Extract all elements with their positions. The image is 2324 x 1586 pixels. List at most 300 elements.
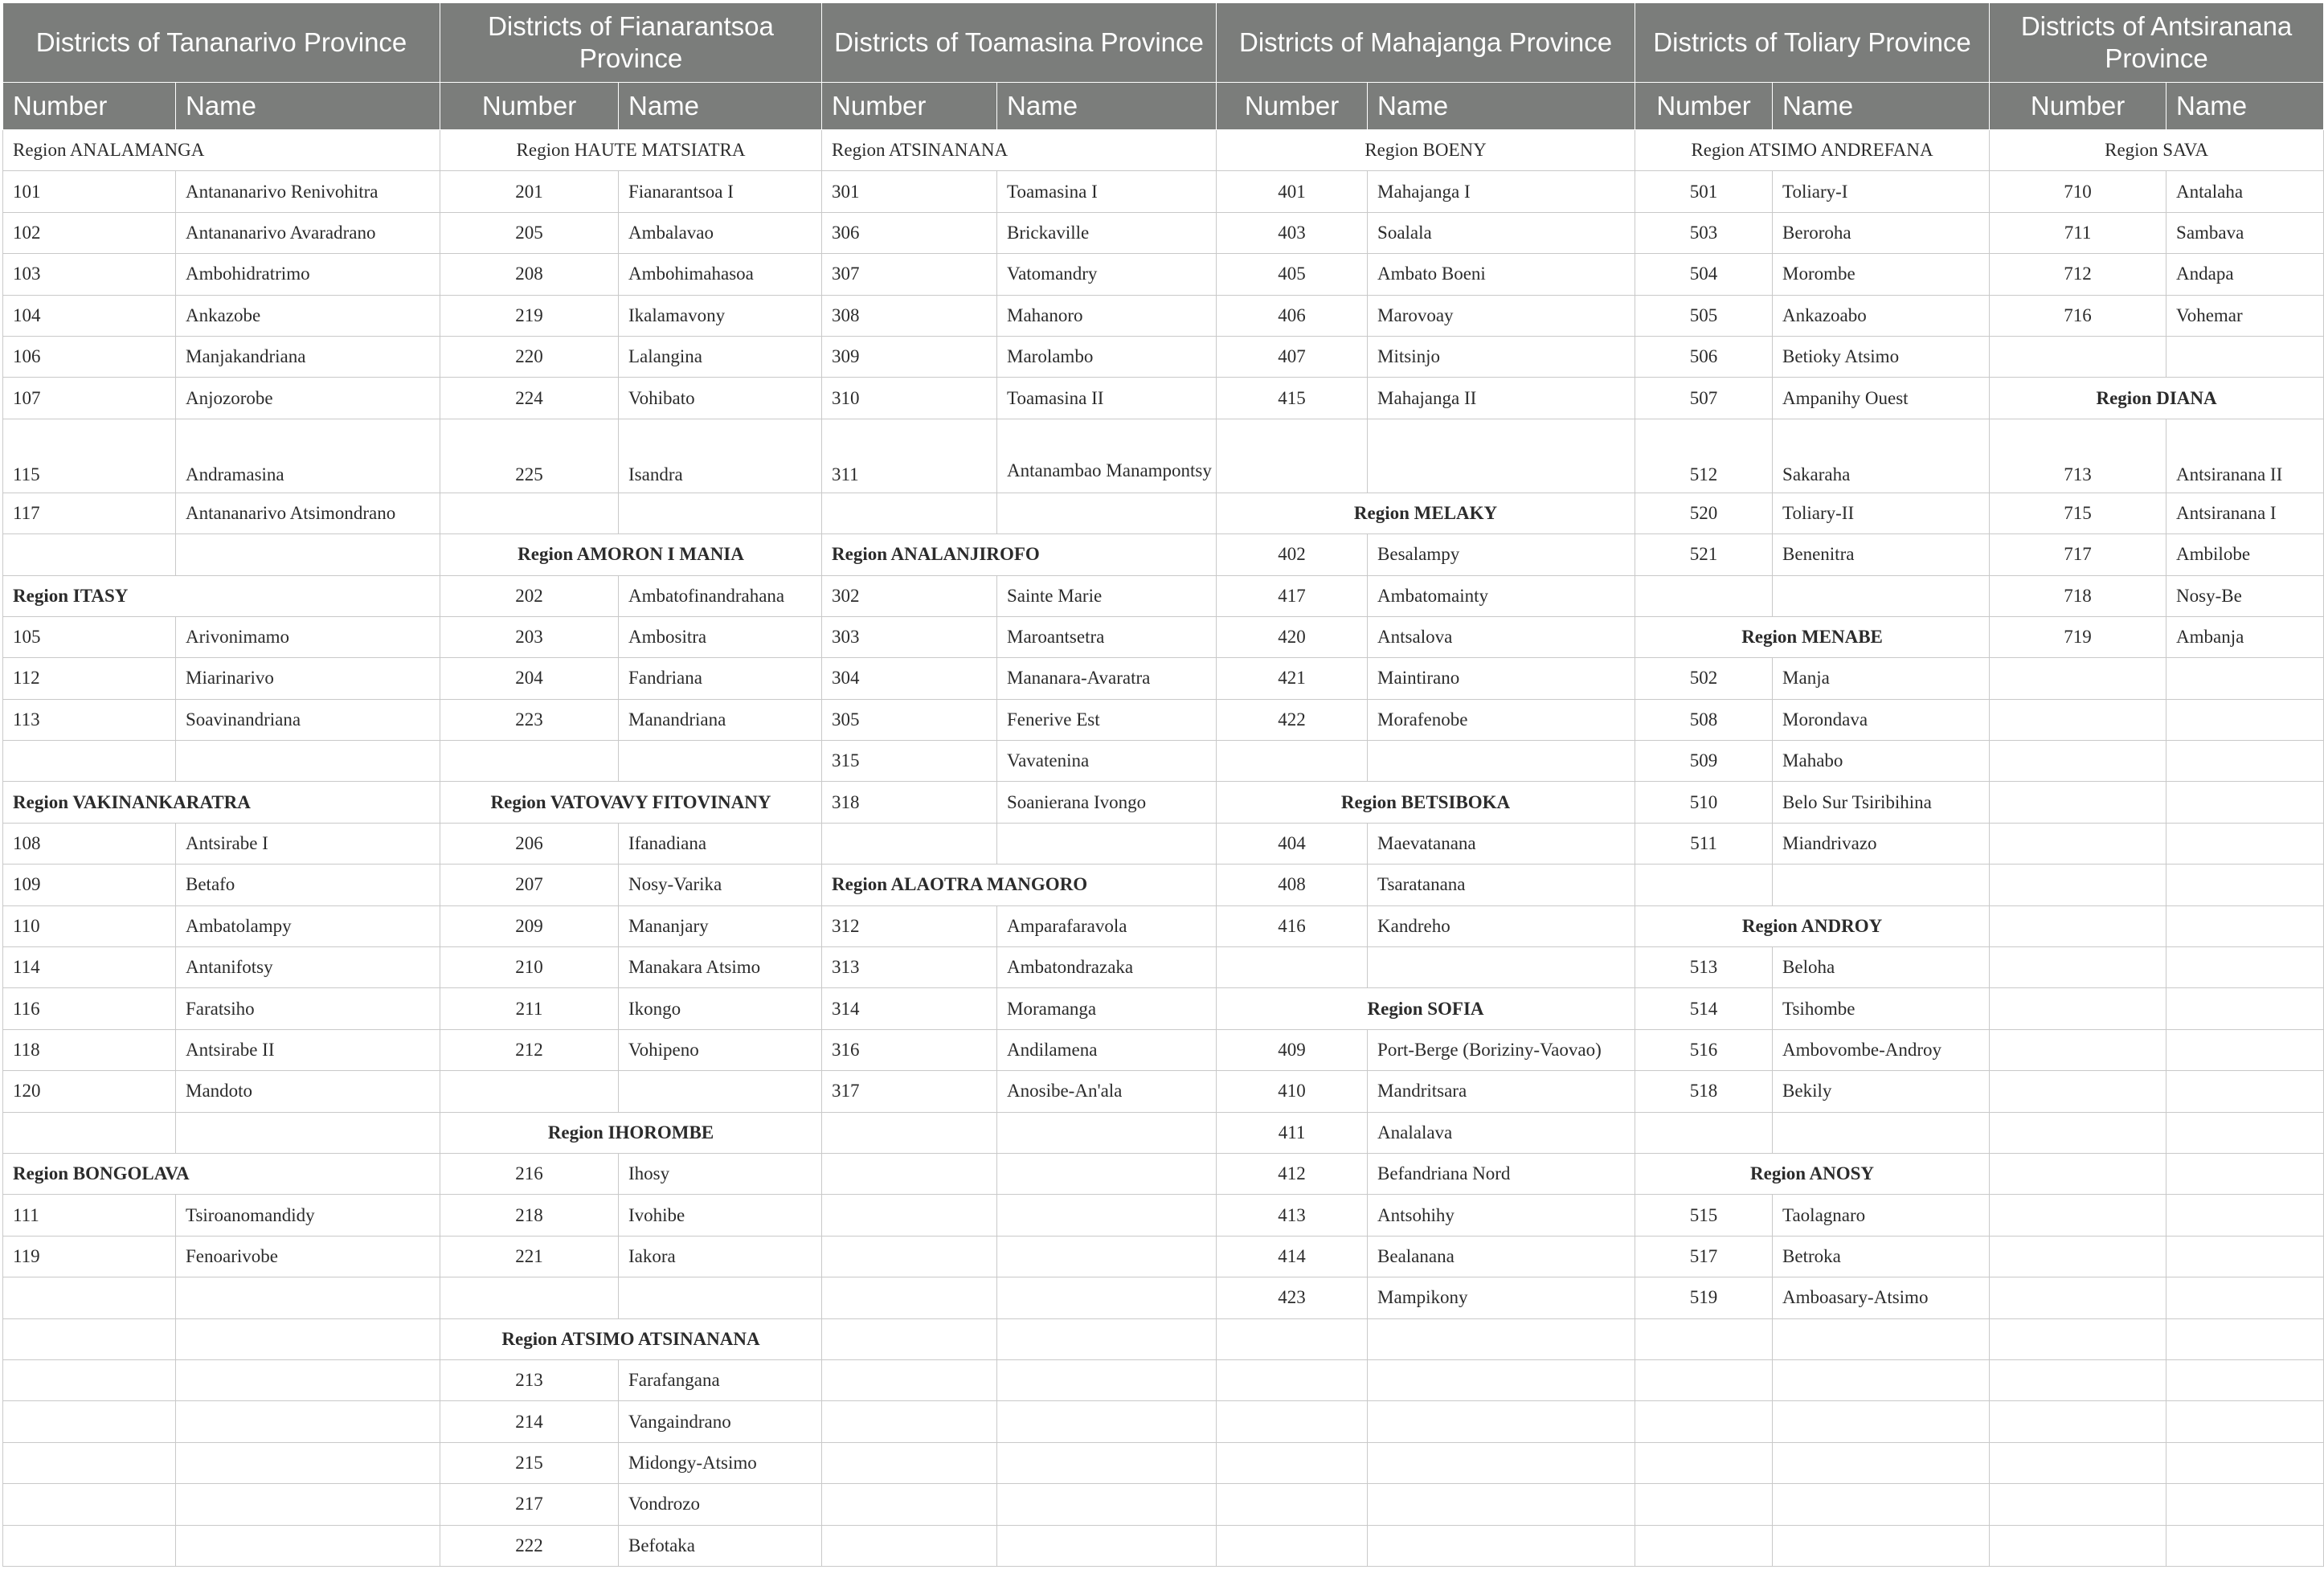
district-number: 514 bbox=[1635, 988, 1773, 1029]
district-number: 310 bbox=[822, 378, 997, 419]
district-name: Arivonimamo bbox=[176, 616, 440, 657]
district-name: Morombe bbox=[1773, 254, 1990, 295]
district-number bbox=[1990, 1153, 2166, 1194]
district-name bbox=[2166, 947, 2324, 988]
district-number bbox=[1217, 1401, 1368, 1442]
district-name bbox=[2166, 741, 2324, 782]
district-name: Marovoay bbox=[1368, 295, 1635, 336]
district-number: 416 bbox=[1217, 905, 1368, 946]
district-name: Ambohimahasoa bbox=[619, 254, 822, 295]
district-number bbox=[1990, 782, 2166, 823]
district-number: 306 bbox=[822, 212, 997, 253]
district-number: 315 bbox=[822, 741, 997, 782]
province-header: Districts of Toamasina Province bbox=[822, 3, 1217, 83]
district-name bbox=[619, 1277, 822, 1318]
district-name bbox=[1773, 1401, 1990, 1442]
district-number: 103 bbox=[3, 254, 176, 295]
district-number bbox=[1990, 1029, 2166, 1070]
district-name: Vatomandry bbox=[997, 254, 1217, 295]
district-number: 309 bbox=[822, 336, 997, 377]
district-name bbox=[2166, 1112, 2324, 1153]
table-row bbox=[3, 1401, 2324, 1442]
district-name: Fianarantsoa I bbox=[619, 171, 822, 212]
name-column-header: Name bbox=[619, 83, 822, 130]
district-name: Mandoto bbox=[176, 1071, 440, 1112]
district-number: 219 bbox=[440, 295, 619, 336]
number-column-header: Number bbox=[1990, 83, 2166, 130]
district-name: Marolambo bbox=[997, 336, 1217, 377]
district-name bbox=[619, 741, 822, 782]
province-header-row bbox=[3, 3, 2324, 83]
district-number bbox=[1217, 741, 1368, 782]
district-number bbox=[822, 1112, 997, 1153]
district-name: Soalala bbox=[1368, 212, 1635, 253]
district-number: 304 bbox=[822, 658, 997, 699]
district-number: 420 bbox=[1217, 616, 1368, 657]
district-number: 518 bbox=[1635, 1071, 1773, 1112]
district-name: Betafo bbox=[176, 865, 440, 905]
district-number: 115 bbox=[3, 419, 176, 493]
district-name bbox=[997, 1525, 1217, 1566]
number-column-header: Number bbox=[1217, 83, 1368, 130]
district-number: 118 bbox=[3, 1029, 176, 1070]
district-name: Antsalova bbox=[1368, 616, 1635, 657]
district-number: 208 bbox=[440, 254, 619, 295]
district-name bbox=[1368, 1359, 1635, 1400]
district-name bbox=[2166, 658, 2324, 699]
region-heading: Region BETSIBOKA bbox=[1217, 782, 1635, 823]
district-name: Bealanana bbox=[1368, 1236, 1635, 1277]
table-row bbox=[3, 493, 2324, 533]
table-row bbox=[3, 295, 2324, 336]
district-name: Port-Berge (Boriziny-Vaovao) bbox=[1368, 1029, 1635, 1070]
district-name bbox=[997, 1195, 1217, 1236]
district-name: Vohemar bbox=[2166, 295, 2324, 336]
district-name: Farafangana bbox=[619, 1359, 822, 1400]
district-name bbox=[1773, 575, 1990, 616]
table-row bbox=[3, 1029, 2324, 1070]
district-name bbox=[997, 493, 1217, 533]
district-name: Ambatolampy bbox=[176, 905, 440, 946]
district-name bbox=[997, 1236, 1217, 1277]
district-number bbox=[1635, 1525, 1773, 1566]
district-number: 311 bbox=[822, 419, 997, 493]
district-number bbox=[822, 1442, 997, 1483]
district-number: 510 bbox=[1635, 782, 1773, 823]
district-number: 508 bbox=[1635, 699, 1773, 740]
district-number bbox=[3, 1525, 176, 1566]
district-name: Faratsiho bbox=[176, 988, 440, 1029]
district-number bbox=[3, 534, 176, 575]
table-row bbox=[3, 254, 2324, 295]
district-number: 305 bbox=[822, 699, 997, 740]
district-number: 513 bbox=[1635, 947, 1773, 988]
district-name: Andapa bbox=[2166, 254, 2324, 295]
district-name: Tsihombe bbox=[1773, 988, 1990, 1029]
district-name bbox=[997, 1442, 1217, 1483]
district-name: Anosibe-An'ala bbox=[997, 1071, 1217, 1112]
district-name: Antananarivo Atsimondrano bbox=[176, 493, 440, 533]
district-name: Mananjary bbox=[619, 905, 822, 946]
district-number: 512 bbox=[1635, 419, 1773, 493]
district-name: Befotaka bbox=[619, 1525, 822, 1566]
province-header: Districts of Toliary Province bbox=[1635, 3, 1990, 83]
district-name: Amparafaravola bbox=[997, 905, 1217, 946]
district-number: 204 bbox=[440, 658, 619, 699]
district-number: 520 bbox=[1635, 493, 1773, 533]
district-number bbox=[440, 1277, 619, 1318]
region-heading: Region DIANA bbox=[1990, 378, 2324, 419]
name-column-header: Name bbox=[997, 83, 1217, 130]
district-name: Andramasina bbox=[176, 419, 440, 493]
district-number bbox=[1635, 1318, 1773, 1359]
district-number: 505 bbox=[1635, 295, 1773, 336]
district-number: 521 bbox=[1635, 534, 1773, 575]
table-row bbox=[3, 534, 2324, 575]
district-name bbox=[2166, 1359, 2324, 1400]
table-row bbox=[3, 1359, 2324, 1400]
district-number: 206 bbox=[440, 823, 619, 864]
district-name: Midongy-Atsimo bbox=[619, 1442, 822, 1483]
district-name bbox=[176, 1277, 440, 1318]
district-number: 414 bbox=[1217, 1236, 1368, 1277]
district-number bbox=[1990, 1442, 2166, 1483]
district-number bbox=[822, 1277, 997, 1318]
district-number: 101 bbox=[3, 171, 176, 212]
districts-table bbox=[2, 2, 2324, 1567]
district-number: 515 bbox=[1635, 1195, 1773, 1236]
district-name bbox=[1368, 741, 1635, 782]
district-name: Sambava bbox=[2166, 212, 2324, 253]
district-number bbox=[1990, 905, 2166, 946]
district-number: 422 bbox=[1217, 699, 1368, 740]
district-number bbox=[1217, 419, 1368, 493]
district-number: 511 bbox=[1635, 823, 1773, 864]
district-number: 205 bbox=[440, 212, 619, 253]
district-name: Ikalamavony bbox=[619, 295, 822, 336]
district-number bbox=[1217, 947, 1368, 988]
table-row bbox=[3, 575, 2324, 616]
district-name: Fenerive Est bbox=[997, 699, 1217, 740]
district-number bbox=[3, 1359, 176, 1400]
table-row bbox=[3, 616, 2324, 657]
district-name bbox=[176, 1359, 440, 1400]
district-number: 119 bbox=[3, 1236, 176, 1277]
district-name: Belo Sur Tsiribihina bbox=[1773, 782, 1990, 823]
district-number bbox=[822, 1318, 997, 1359]
district-name: Manjakandriana bbox=[176, 336, 440, 377]
district-name: Toliary-II bbox=[1773, 493, 1990, 533]
district-name bbox=[2166, 1195, 2324, 1236]
district-number bbox=[1990, 1484, 2166, 1525]
district-number bbox=[822, 1359, 997, 1400]
district-name: Ambovombe-Androy bbox=[1773, 1029, 1990, 1070]
district-name: Antsohihy bbox=[1368, 1195, 1635, 1236]
district-name bbox=[997, 1112, 1217, 1153]
district-number: 308 bbox=[822, 295, 997, 336]
district-name: Amboasary-Atsimo bbox=[1773, 1277, 1990, 1318]
district-name bbox=[2166, 336, 2324, 377]
district-name: Ikongo bbox=[619, 988, 822, 1029]
district-number: 211 bbox=[440, 988, 619, 1029]
district-name bbox=[1773, 1442, 1990, 1483]
district-number: 712 bbox=[1990, 254, 2166, 295]
table-row bbox=[3, 699, 2324, 740]
table-row bbox=[3, 905, 2324, 946]
district-number bbox=[1635, 575, 1773, 616]
district-name bbox=[2166, 1318, 2324, 1359]
district-number bbox=[1217, 1484, 1368, 1525]
district-number: 216 bbox=[440, 1153, 619, 1194]
table-row bbox=[3, 419, 2324, 493]
district-number: 207 bbox=[440, 865, 619, 905]
table-row bbox=[3, 1442, 2324, 1483]
district-name bbox=[1368, 419, 1635, 493]
district-number: 417 bbox=[1217, 575, 1368, 616]
district-name: Befandriana Nord bbox=[1368, 1153, 1635, 1194]
district-name: Mahajanga II bbox=[1368, 378, 1635, 419]
district-name: Ambohidratrimo bbox=[176, 254, 440, 295]
name-column-header: Name bbox=[1773, 83, 1990, 130]
region-heading: Region BOENY bbox=[1217, 130, 1635, 171]
district-name: Toliary-I bbox=[1773, 171, 1990, 212]
district-number: 213 bbox=[440, 1359, 619, 1400]
district-name bbox=[1773, 1318, 1990, 1359]
district-number bbox=[1217, 1359, 1368, 1400]
region-heading: Region ANDROY bbox=[1635, 905, 1990, 946]
district-name: Ambositra bbox=[619, 616, 822, 657]
district-number: 105 bbox=[3, 616, 176, 657]
district-name: Sainte Marie bbox=[997, 575, 1217, 616]
district-name bbox=[176, 741, 440, 782]
district-name: Iakora bbox=[619, 1236, 822, 1277]
district-name bbox=[1368, 1484, 1635, 1525]
district-number bbox=[3, 1112, 176, 1153]
district-number: 408 bbox=[1217, 865, 1368, 905]
district-number bbox=[1635, 1359, 1773, 1400]
district-name bbox=[2166, 1484, 2324, 1525]
district-name: Taolagnaro bbox=[1773, 1195, 1990, 1236]
district-name: Ivohibe bbox=[619, 1195, 822, 1236]
district-name: Soanierana Ivongo bbox=[997, 782, 1217, 823]
district-name: Maroantsetra bbox=[997, 616, 1217, 657]
district-number: 318 bbox=[822, 782, 997, 823]
district-number: 717 bbox=[1990, 534, 2166, 575]
district-number bbox=[822, 1525, 997, 1566]
district-name bbox=[176, 1401, 440, 1442]
table-row bbox=[3, 865, 2324, 905]
district-name: Nosy-Varika bbox=[619, 865, 822, 905]
name-column-header: Name bbox=[2166, 83, 2324, 130]
district-name bbox=[2166, 699, 2324, 740]
district-number: 719 bbox=[1990, 616, 2166, 657]
district-number: 506 bbox=[1635, 336, 1773, 377]
district-name bbox=[1368, 947, 1635, 988]
district-number bbox=[822, 1401, 997, 1442]
table-row bbox=[3, 1236, 2324, 1277]
district-name: Andilamena bbox=[997, 1029, 1217, 1070]
district-number bbox=[1635, 1401, 1773, 1442]
district-number bbox=[440, 1071, 619, 1112]
province-header: Districts of Fianarantsoa Province bbox=[440, 3, 822, 83]
district-number: 214 bbox=[440, 1401, 619, 1442]
district-name bbox=[2166, 905, 2324, 946]
district-number bbox=[1990, 947, 2166, 988]
district-number: 313 bbox=[822, 947, 997, 988]
table-row bbox=[3, 782, 2324, 823]
district-name: Maintirano bbox=[1368, 658, 1635, 699]
district-number bbox=[3, 1442, 176, 1483]
district-number bbox=[440, 493, 619, 533]
district-name: Fenoarivobe bbox=[176, 1236, 440, 1277]
district-number: 716 bbox=[1990, 295, 2166, 336]
district-name: Fandriana bbox=[619, 658, 822, 699]
district-number bbox=[1990, 1112, 2166, 1153]
district-number: 114 bbox=[3, 947, 176, 988]
district-number: 405 bbox=[1217, 254, 1368, 295]
district-name bbox=[2166, 1071, 2324, 1112]
district-number bbox=[1990, 1525, 2166, 1566]
district-number bbox=[822, 1153, 997, 1194]
name-column-header: Name bbox=[176, 83, 440, 130]
district-name bbox=[1368, 1401, 1635, 1442]
district-number: 209 bbox=[440, 905, 619, 946]
district-name: Anjozorobe bbox=[176, 378, 440, 419]
table-row bbox=[3, 1525, 2324, 1566]
district-number: 215 bbox=[440, 1442, 619, 1483]
number-column-header: Number bbox=[440, 83, 619, 130]
name-column-header: Name bbox=[1368, 83, 1635, 130]
district-number: 504 bbox=[1635, 254, 1773, 295]
table-row bbox=[3, 212, 2324, 253]
province-header: Districts of Tananarivo Province bbox=[3, 3, 440, 83]
table-row bbox=[3, 336, 2324, 377]
district-name: Antananarivo Renivohitra bbox=[176, 171, 440, 212]
region-heading: Region MENABE bbox=[1635, 616, 1990, 657]
district-name: Ambanja bbox=[2166, 616, 2324, 657]
district-name: Manakara Atsimo bbox=[619, 947, 822, 988]
district-name: Miandrivazo bbox=[1773, 823, 1990, 864]
district-name: Ambatondrazaka bbox=[997, 947, 1217, 988]
district-number: 225 bbox=[440, 419, 619, 493]
district-number: 210 bbox=[440, 947, 619, 988]
district-number: 519 bbox=[1635, 1277, 1773, 1318]
district-number bbox=[1990, 1071, 2166, 1112]
table-row bbox=[3, 171, 2324, 212]
table-row bbox=[3, 1484, 2324, 1525]
district-number: 410 bbox=[1217, 1071, 1368, 1112]
number-column-header: Number bbox=[3, 83, 176, 130]
region-heading: Region ATSIMO ATSINANANA bbox=[440, 1318, 822, 1359]
district-number: 222 bbox=[440, 1525, 619, 1566]
district-number: 314 bbox=[822, 988, 997, 1029]
district-name bbox=[997, 1401, 1217, 1442]
district-name bbox=[997, 1359, 1217, 1400]
district-number: 223 bbox=[440, 699, 619, 740]
district-number: 503 bbox=[1635, 212, 1773, 253]
district-name: Antsiranana I bbox=[2166, 493, 2324, 533]
table-row bbox=[3, 658, 2324, 699]
district-number bbox=[1635, 1484, 1773, 1525]
district-name: Vohipeno bbox=[619, 1029, 822, 1070]
district-number: 407 bbox=[1217, 336, 1368, 377]
district-name bbox=[1773, 1112, 1990, 1153]
district-name bbox=[2166, 988, 2324, 1029]
district-name bbox=[176, 1525, 440, 1566]
district-name: Ankazobe bbox=[176, 295, 440, 336]
district-number: 402 bbox=[1217, 534, 1368, 575]
table-row bbox=[3, 1195, 2324, 1236]
region-heading: Region ATSIMO ANDREFANA bbox=[1635, 130, 1990, 171]
district-number: 509 bbox=[1635, 741, 1773, 782]
district-name: Betroka bbox=[1773, 1236, 1990, 1277]
district-name bbox=[176, 1112, 440, 1153]
district-name: Antsirabe I bbox=[176, 823, 440, 864]
region-heading: Region ANALAMANGA bbox=[3, 130, 440, 171]
district-number: 317 bbox=[822, 1071, 997, 1112]
district-name: Ambato Boeni bbox=[1368, 254, 1635, 295]
district-number: 109 bbox=[3, 865, 176, 905]
region-heading: Region IHOROMBE bbox=[440, 1112, 822, 1153]
district-number bbox=[3, 1484, 176, 1525]
district-name: Lalangina bbox=[619, 336, 822, 377]
district-number: 112 bbox=[3, 658, 176, 699]
district-name: Morafenobe bbox=[1368, 699, 1635, 740]
district-number bbox=[1990, 1277, 2166, 1318]
district-number: 106 bbox=[3, 336, 176, 377]
district-number: 221 bbox=[440, 1236, 619, 1277]
table-row bbox=[3, 1112, 2324, 1153]
district-number bbox=[3, 741, 176, 782]
district-number: 501 bbox=[1635, 171, 1773, 212]
district-name: Vondrozo bbox=[619, 1484, 822, 1525]
district-name bbox=[176, 534, 440, 575]
district-name bbox=[176, 1442, 440, 1483]
table-row bbox=[3, 1318, 2324, 1359]
district-number: 220 bbox=[440, 336, 619, 377]
region-heading: Region ATSINANANA bbox=[822, 130, 1217, 171]
district-number bbox=[1990, 1195, 2166, 1236]
district-name bbox=[1773, 1525, 1990, 1566]
district-number bbox=[1990, 1318, 2166, 1359]
district-number bbox=[1990, 658, 2166, 699]
district-name: Antanambao Manampontsy bbox=[997, 419, 1217, 493]
region-heading: Region ALAOTRA MANGORO bbox=[822, 865, 1217, 905]
district-name: Toamasina I bbox=[997, 171, 1217, 212]
district-name: Manja bbox=[1773, 658, 1990, 699]
region-heading: Region VAKINANKARATRA bbox=[3, 782, 440, 823]
district-number: 502 bbox=[1635, 658, 1773, 699]
district-number: 108 bbox=[3, 823, 176, 864]
district-name: Ifanadiana bbox=[619, 823, 822, 864]
district-name: Morondava bbox=[1773, 699, 1990, 740]
district-number bbox=[1990, 1401, 2166, 1442]
district-number: 117 bbox=[3, 493, 176, 533]
district-number: 421 bbox=[1217, 658, 1368, 699]
district-number: 203 bbox=[440, 616, 619, 657]
table-row bbox=[3, 988, 2324, 1029]
district-number: 517 bbox=[1635, 1236, 1773, 1277]
table-row bbox=[3, 378, 2324, 419]
district-number bbox=[3, 1318, 176, 1359]
district-name: Bekily bbox=[1773, 1071, 1990, 1112]
region-heading: Region SOFIA bbox=[1217, 988, 1635, 1029]
district-name bbox=[2166, 1153, 2324, 1194]
district-number: 406 bbox=[1217, 295, 1368, 336]
region-heading: Region AMORON I MANIA bbox=[440, 534, 822, 575]
district-name bbox=[2166, 1236, 2324, 1277]
district-number bbox=[1217, 1318, 1368, 1359]
